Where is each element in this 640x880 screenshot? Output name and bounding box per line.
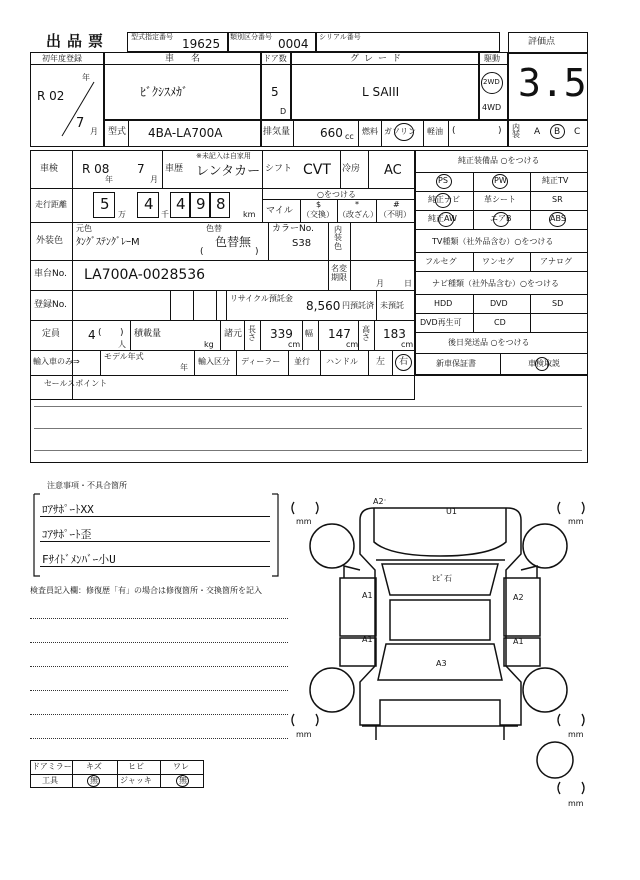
tire-fr-mm: mm (568, 517, 584, 526)
navi-title: ナビ種類（社外品含む）○をつける (432, 279, 559, 288)
import-parallel: 並行 (294, 357, 310, 366)
capacity-value: 4 (88, 328, 96, 342)
mileage-digit-5: 8 (216, 195, 226, 213)
mileage-circle-note: ○をつける (317, 190, 356, 199)
fuel-label: 燃料 (362, 127, 378, 136)
width-cm: cm (346, 340, 359, 349)
month-mark: 月 (90, 127, 98, 136)
color-label: 外装色 (36, 236, 64, 246)
shift-value: CVT (303, 162, 331, 178)
equip-title: 純正装備品 ○をつける (458, 156, 540, 165)
navi-dvd: DVD (490, 299, 508, 308)
equip-navi: 純正ナビ (428, 195, 460, 204)
model-year-label: モデル年式 (104, 352, 144, 361)
handle-label: ハンドル (326, 357, 358, 366)
equip-airbag: エアB (490, 214, 512, 223)
legend-mirror: ドアミラー (32, 762, 72, 771)
equip-ps: PS (438, 176, 448, 185)
equip-sr: SR (552, 195, 563, 204)
orig-color-label: 元色 (76, 224, 92, 233)
serial-label: シリアル番号 (319, 33, 361, 41)
recycle-unit: 円預託済 (342, 301, 374, 310)
mileage-hash: # (393, 200, 400, 209)
legend-break: ワレ (173, 762, 189, 771)
orig-color-value: ﾀﾝｸﾞｽﾃﾝｸﾞﾚｰM (76, 237, 140, 248)
tire-rr-mm: mm (568, 730, 584, 739)
damage-a1-left-front: A1 (362, 591, 373, 600)
car-damage-diagram (290, 490, 595, 820)
model-year-mark: 年 (180, 363, 188, 372)
type-cert-label: 型式指定番号 (131, 33, 173, 41)
height-value: 183 (383, 327, 406, 341)
equip-aw: 純正AW (428, 214, 457, 223)
later-warranty: 新車保証書 (436, 359, 476, 368)
sales-label: セールスポイント (44, 379, 108, 388)
legend-jack: ジャッキ (120, 776, 152, 785)
class-label: 類別区分番号 (230, 33, 272, 41)
width-value: 147 (328, 327, 351, 341)
equip-abs: ABS (550, 214, 566, 223)
color-change-label: 色替 (206, 224, 222, 233)
color-no-label: カラーNo. (272, 224, 314, 234)
history-value: レンタカー (196, 164, 261, 179)
mileage-digit-3: 4 (176, 195, 186, 213)
legend-tools-value: 無 (90, 776, 98, 785)
legend-scratch: キズ (86, 762, 102, 771)
tv-oneseg: ワンセグ (482, 257, 514, 266)
navi-cd: CD (494, 318, 506, 327)
damage-a2-front: A2 (373, 497, 384, 506)
notes-title: 注意事項・不具合箇所 (44, 482, 130, 490)
tire-rl-mm: mm (296, 730, 312, 739)
cc-unit: cc (345, 132, 354, 141)
mile-label: マイル (266, 206, 293, 216)
length-value: 339 (270, 327, 293, 341)
mileage-star-sub: （改ざん） (338, 210, 378, 219)
navi-sd: SD (552, 299, 564, 308)
interior-b: B (554, 127, 561, 137)
color-no-value: S38 (292, 238, 312, 249)
navi-hdd: HDD (434, 299, 453, 308)
fuel-circle (394, 123, 414, 141)
car-name-label: 車 名 (165, 54, 205, 64)
expiry-label: 名変期限 (331, 264, 347, 282)
damage-u1: U1 (446, 507, 457, 516)
mileage-hash-sub: （不明） (379, 210, 411, 219)
handle-right-circle (395, 354, 412, 371)
recycle-unpaid: 未預託 (380, 301, 404, 310)
drive-2wd: 2WD (483, 78, 500, 86)
doors-label: ドア数 (263, 54, 287, 63)
width-label: 幅 (305, 329, 313, 338)
legend-tools: 工具 (42, 776, 58, 785)
chassis-value: LA700A-0028536 (84, 267, 206, 283)
handle-left: 左 (376, 357, 386, 367)
tv-fullseg: フルセグ (425, 257, 457, 266)
sheet-title: 出品票 (46, 32, 110, 50)
mileage-dollar-sub: （交換） (302, 210, 334, 219)
mileage-digit-2: 4 (144, 195, 154, 213)
type-cert-value: 19625 (182, 37, 221, 51)
model-label: 型式 (108, 127, 127, 137)
mileage-digit-1: 5 (100, 195, 110, 213)
grade-value: L SAIII (362, 85, 400, 99)
import-dealer: ディーラー (241, 357, 281, 366)
displacement-label: 排気量 (263, 127, 291, 137)
later-manual: 車検取説 (528, 359, 560, 368)
interior-b-circle (550, 124, 565, 139)
ac-value: AC (384, 163, 402, 178)
legend-jack-value: 無 (179, 776, 187, 785)
history-label: 車歴 (165, 164, 184, 174)
capacity-person: 人 (118, 340, 126, 349)
damage-a3: A3 (436, 659, 447, 668)
score-label: 評価点 (528, 37, 556, 47)
history-note: ※未記入は自家用 (196, 152, 251, 160)
length-cm: cm (288, 340, 301, 349)
mileage-label: 走行距離 (35, 200, 67, 209)
inspect-label: 車検 (40, 164, 59, 174)
mileage-digit-4: 9 (196, 195, 206, 213)
mileage-star: * (355, 200, 359, 209)
inspect-month: 7 (137, 162, 145, 176)
note-line-3: Fｻｲﾄﾞﾒﾝﾊﾞｰ小U (42, 553, 116, 566)
tv-analog: アナログ (540, 257, 572, 266)
legend-crack: ヒビ (128, 762, 144, 771)
equip-tv: 純正TV (542, 176, 569, 185)
first-reg-label: 初年度登録 (42, 54, 82, 63)
inspector-note: 検査員記入欄：修復歴「有」の場合は修復箇所・交換箇所を記入 (30, 586, 262, 595)
ac-label: 冷房 (342, 164, 361, 174)
first-reg-year: R 02 (37, 89, 65, 103)
interior-c: C (574, 127, 581, 137)
dim-label: 諸元 (224, 329, 243, 339)
doors-sub: D (280, 107, 287, 116)
score-value: 3.5 (518, 61, 587, 105)
int-color-label: 内装色 (334, 225, 342, 251)
year-mark: 年 (82, 73, 90, 82)
inspect-value: R 08 (82, 162, 110, 176)
height-label: 高さ (362, 325, 370, 343)
import-label: 輸入車のみ⇒ (33, 357, 80, 366)
damage-a1-right-rear: A1 (513, 637, 524, 646)
damage-a1-left-rear: A1 (362, 635, 373, 644)
equip-leather: 革シート (484, 195, 516, 204)
shift-label: シフト (265, 164, 293, 174)
displacement-value: 660 (320, 126, 343, 140)
load-label: 積載量 (134, 329, 162, 339)
first-reg-month: 7 (76, 116, 85, 131)
fuel-gasoline: ガソリン (384, 127, 416, 136)
equip-pw: PW (494, 176, 507, 185)
recycle-value: 8,560 (306, 299, 341, 313)
capacity-label: 定員 (42, 329, 61, 339)
mileage-km: km (243, 210, 256, 219)
light-oil: 軽油 (427, 127, 443, 136)
color-change-value: 色替無 (215, 235, 252, 249)
later-title: 後日発送品 ○をつける (448, 338, 530, 347)
spare-mm: mm (568, 799, 584, 808)
interior-label: 内装 (512, 123, 520, 140)
inspect-year-mark: 年 (105, 175, 113, 184)
chassis-label: 車台No. (34, 269, 67, 279)
expiry-month-mark: 月 (376, 279, 384, 288)
import-kind-label: 輸入区分 (198, 357, 230, 366)
length-label: 長さ (248, 325, 256, 343)
reg-label: 登録No. (34, 300, 67, 310)
note-line-2: ｺｱｻﾎﾟｰﾄ歪 (42, 528, 92, 541)
inspect-month-mark: 月 (150, 175, 158, 184)
car-name: ﾋﾞｸｼｽﾒｶﾞ (140, 85, 189, 99)
class-value: 0004 (278, 37, 309, 51)
damage-a2-right-front: A2 (513, 593, 524, 602)
load-kg: kg (204, 340, 214, 349)
height-cm: cm (401, 340, 414, 349)
tire-fl-mm: mm (296, 517, 312, 526)
mileage-sen: 千 (161, 210, 169, 219)
recycle-label: リサイクル預託金 (230, 294, 293, 303)
doors-value: 5 (271, 85, 279, 99)
damage-chip: ﾋﾋﾞ石 (432, 574, 452, 583)
handle-right: 右 (399, 357, 409, 367)
grade-label: グレード (350, 54, 407, 64)
model-value: 4BA-LA700A (148, 126, 223, 140)
tv-title: TV種類（社外品含む）○をつける (432, 237, 554, 246)
mileage-man: 万 (118, 210, 126, 219)
drive-label: 駆動 (484, 54, 500, 63)
mileage-dollar: $ (316, 200, 322, 209)
interior-a: A (534, 127, 541, 137)
note-line-1: ﾛｱｻﾎﾟｰﾄXX (42, 503, 94, 516)
navi-dvdplay: DVD再生可 (420, 318, 462, 327)
drive-4wd: 4WD (482, 103, 502, 112)
